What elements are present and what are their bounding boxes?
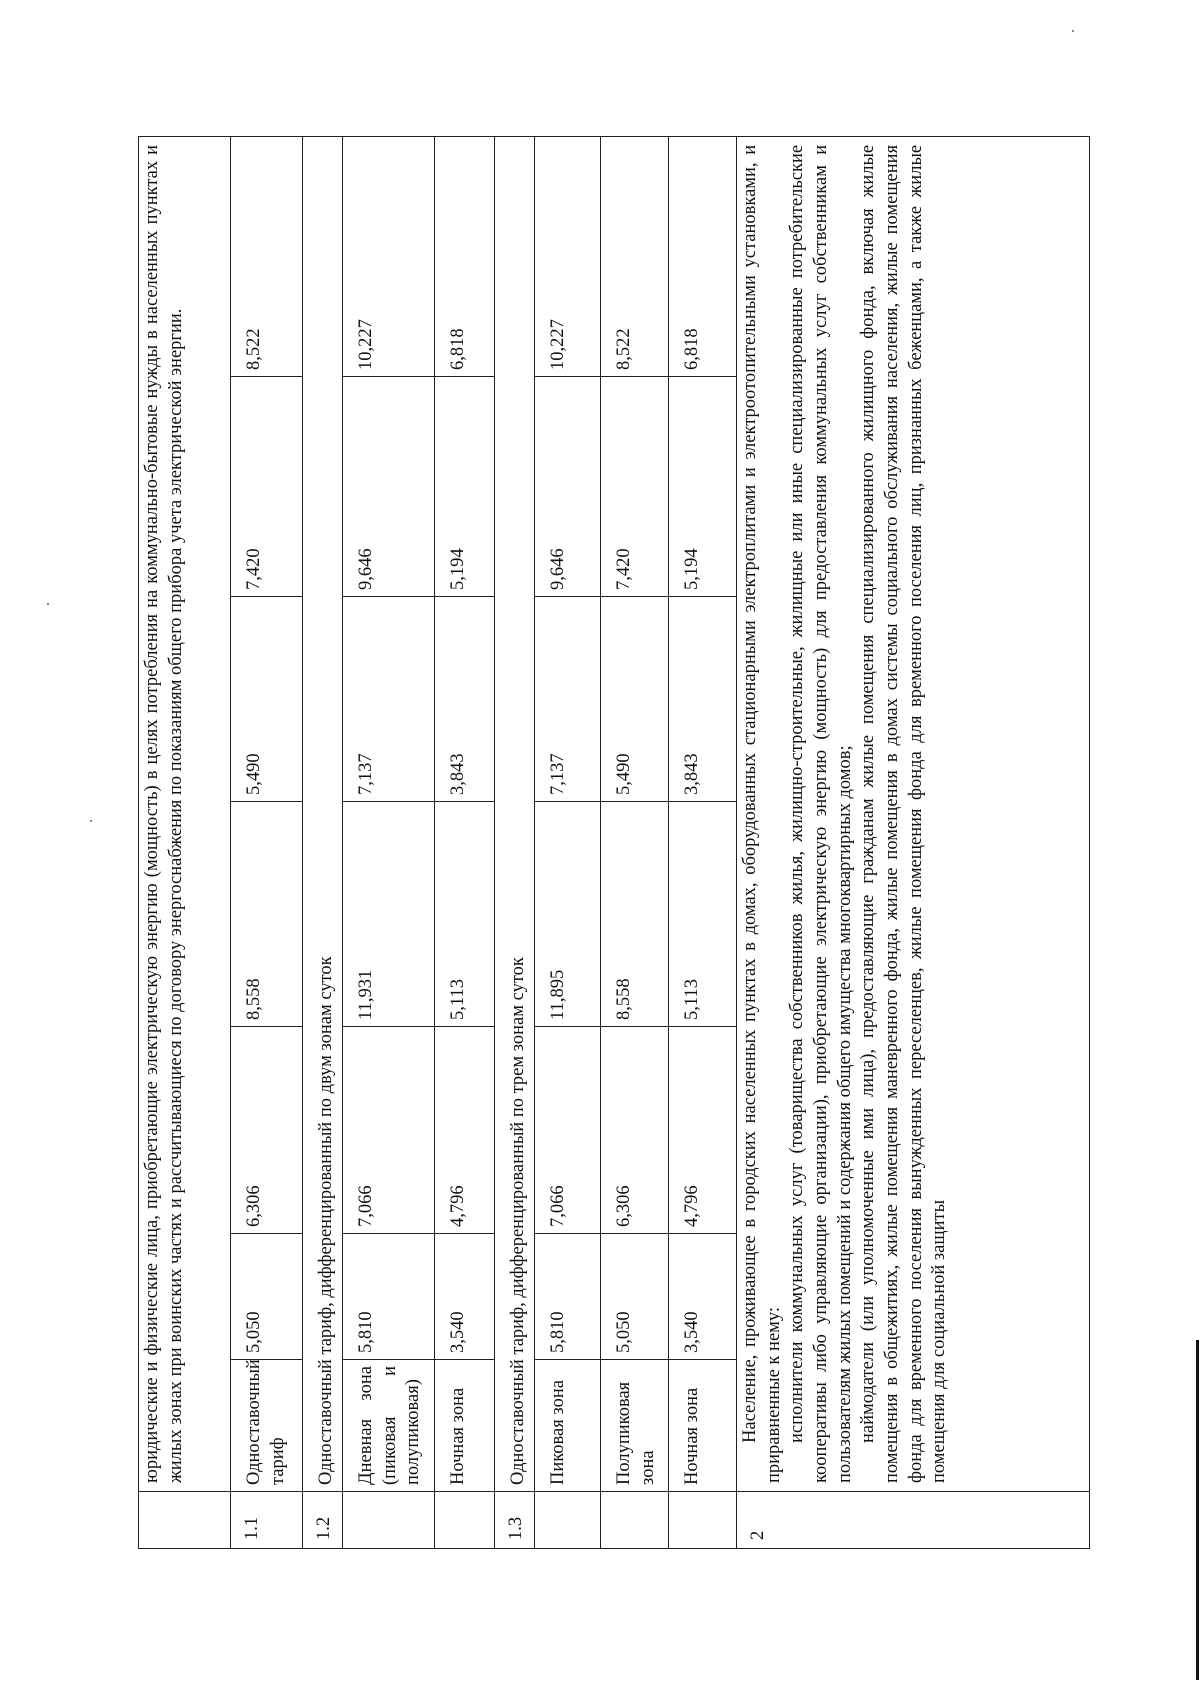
tariff-table	[138, 136, 1090, 1549]
row-label: Ночная зона	[669, 1360, 737, 1492]
value-cell: 5,194	[435, 377, 495, 597]
value-cell: 8,558	[231, 802, 303, 1027]
value-cell: 3,540	[669, 1234, 737, 1360]
value-cell: 7,137	[343, 597, 435, 802]
row-number: 1.1	[231, 1492, 303, 1549]
value-cell: 5,810	[343, 1234, 435, 1360]
value-cell: 7,420	[601, 377, 669, 597]
value-cell: 7,066	[535, 1027, 601, 1234]
table-row	[231, 136, 303, 1548]
row-number-empty	[343, 1492, 435, 1549]
value-cell: 8,522	[231, 136, 303, 376]
value-cell: 11,931	[343, 802, 435, 1027]
value-cell: 5,050	[231, 1234, 303, 1360]
table-row	[601, 136, 669, 1548]
row-number-empty	[601, 1492, 669, 1549]
row-label: Ночная зона	[435, 1360, 495, 1492]
row-number: 2	[737, 1492, 1090, 1549]
section2-text	[737, 136, 1090, 1491]
value-cell: 7,137	[535, 597, 601, 802]
section2-paragraph: исполнители коммунальных услуг (товарищества собственников жилья, жилищно-строительные, жилищные или иные специализированные потребительские кооперативы либо управляющие организации), приобретающие электрическую энергию (мощность) для предоставления коммунальных услуг собственникам и пользователям жилых помещений и содержания общего имущества многоквартирных домов;	[787, 144, 855, 1483]
value-cell: 10,227	[343, 136, 435, 376]
row-number-empty	[669, 1492, 737, 1549]
table-row	[435, 136, 495, 1548]
value-cell: 5,490	[601, 597, 669, 802]
row-label: Одноставочный тариф	[231, 1360, 303, 1492]
value-cell: 9,646	[343, 377, 435, 597]
row-number: 1.2	[303, 1492, 343, 1549]
value-cell: 3,540	[435, 1234, 495, 1360]
value-cell: 4,796	[435, 1027, 495, 1234]
value-cell: 5,113	[435, 802, 495, 1027]
section2-paragraph: наймодатели (или уполномоченные ими лица), предоставляющие гражданам жилые помещения специализированного жилищного фонда, включая жилые помещения в общежитиях, жилые помещения маневренного фонда, жилые помещения в домах системы социального обслуживания населения, жилые помещения фонда для временного поселения вынужденных переселенцев, жилые помещения фонда для временного поселения лиц, признанных беженцами, а также жилые помещения для социальной защиты	[858, 144, 950, 1483]
section2-row	[737, 136, 1090, 1548]
value-cell: 7,420	[231, 377, 303, 597]
row-number: 1.3	[495, 1492, 535, 1549]
table-row	[343, 136, 435, 1548]
intro-number-cell	[139, 1492, 231, 1549]
value-cell: 5,050	[601, 1234, 669, 1360]
table-row	[535, 136, 601, 1548]
row-label: Полупиковая зона	[601, 1360, 669, 1492]
value-cell: 5,810	[535, 1234, 601, 1360]
section2-paragraph: Население, проживающее в городских населенных пунктах в домах, оборудованных стационарными электроплитами и электроотопительными установками, и приравненные к нему:	[740, 144, 784, 1483]
value-cell: 8,522	[601, 136, 669, 376]
row-label: Дневная зона (пиковая и полупиковая)	[343, 1360, 435, 1492]
value-cell: 6,306	[601, 1027, 669, 1234]
value-cell: 8,558	[601, 802, 669, 1027]
scan-speck	[90, 820, 92, 822]
table-row	[669, 136, 737, 1548]
row-number-empty	[535, 1492, 601, 1549]
row-number-empty	[435, 1492, 495, 1549]
section-heading: Одноставочный тариф, дифференцированный по трем зонам суток	[495, 136, 535, 1491]
section-heading-row	[495, 136, 535, 1548]
value-cell: 5,490	[231, 597, 303, 802]
intro-row	[139, 136, 231, 1548]
value-cell: 5,194	[669, 377, 737, 597]
value-cell: 9,646	[535, 377, 601, 597]
scan-speck	[47, 603, 49, 605]
scan-edge-bar	[1196, 1340, 1199, 1680]
intro-text: юридические и физические лица, приобретающие электрическую энергию (мощность) в целях потребления на коммунально-бытовые нужды в населенных пунктах и жилых зонах при воинских частях и рассчитывающиеся по договору энергоснабжения по показаниям общего прибора учета электрической энергии.	[139, 136, 231, 1491]
scan-speck	[1072, 30, 1074, 32]
section-heading-row	[303, 136, 343, 1548]
value-cell: 5,113	[669, 802, 737, 1027]
value-cell: 6,818	[435, 136, 495, 376]
value-cell: 6,818	[669, 136, 737, 376]
rotated-page	[138, 137, 1090, 1549]
row-label: Пиковая зона	[535, 1360, 601, 1492]
value-cell: 4,796	[669, 1027, 737, 1234]
value-cell: 3,843	[435, 597, 495, 802]
value-cell: 6,306	[231, 1027, 303, 1234]
value-cell: 3,843	[669, 597, 737, 802]
value-cell: 11,895	[535, 802, 601, 1027]
value-cell: 10,227	[535, 136, 601, 376]
section-heading: Одноставочный тариф, дифференцированный по двум зонам суток	[303, 136, 343, 1491]
value-cell: 7,066	[343, 1027, 435, 1234]
